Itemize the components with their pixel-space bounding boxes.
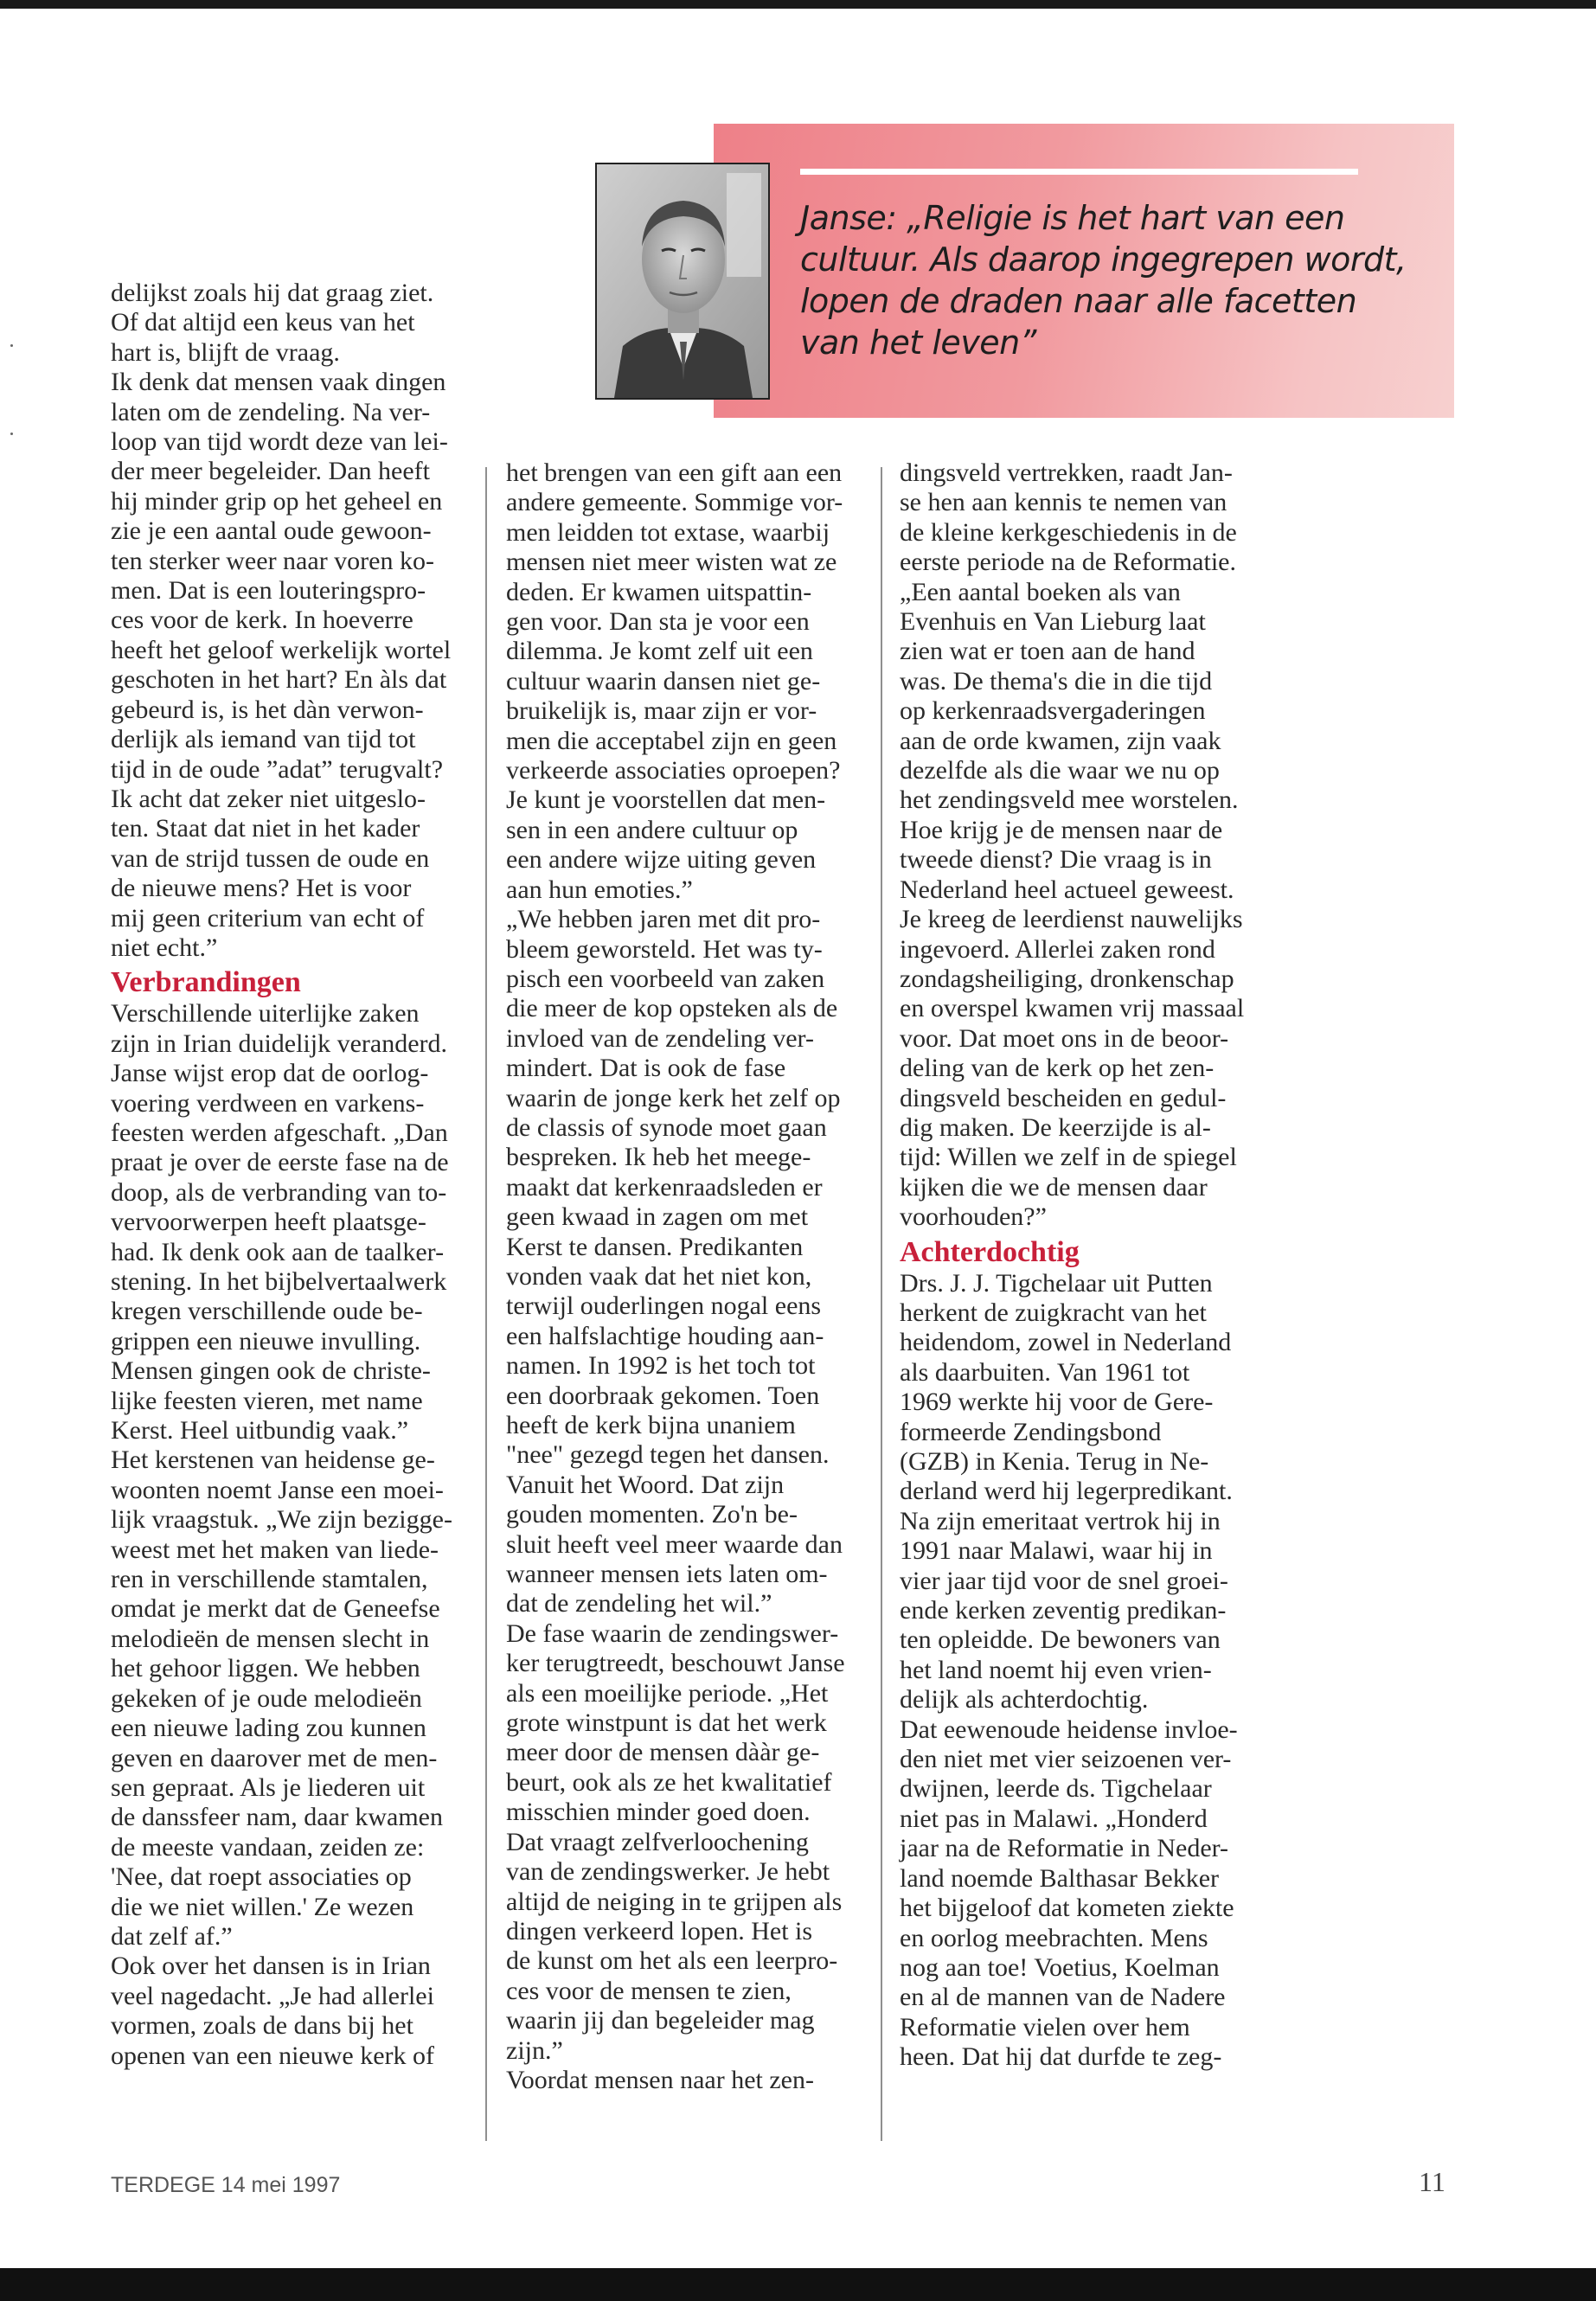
text-line: heeft de kerk bijna unaniem <box>506 1411 796 1439</box>
pull-quote-line: lopen de draden naar alle facetten <box>800 282 1357 320</box>
text-line: en overspel kwamen vrij massaal <box>900 994 1245 1023</box>
pull-quote-rule <box>800 169 1358 175</box>
text-line: Het kerstenen van heidense ge- <box>111 1445 435 1475</box>
text-line: geven en daarover met de men- <box>111 1743 438 1772</box>
text-line: meer door de mensen dààr ge- <box>506 1738 820 1767</box>
text-line: feesten werden afgeschaft. „Dan <box>111 1118 448 1147</box>
text-line: Verschillende uiterlijke zaken <box>111 999 420 1029</box>
text-line: Mensen gingen ook de christe- <box>111 1356 431 1386</box>
text-line: en al de mannen van de Nadere <box>900 1983 1226 2012</box>
text-line: heidendom, zowel in Nederland <box>900 1328 1232 1357</box>
text-line: van de strijd tussen de oude en <box>111 843 430 873</box>
text-line: „Een aantal boeken als van <box>900 577 1181 606</box>
text-line: gekeken of je oude melodieën <box>111 1683 422 1713</box>
text-line: Drs. J. J. Tigchelaar uit Putten <box>900 1268 1213 1298</box>
text-line: eerste periode na de Reformatie. <box>900 548 1236 577</box>
text-line: sen in een andere cultuur op <box>506 815 798 844</box>
text-line: geschoten in het hart? En àls dat <box>111 665 447 695</box>
text-line: delijkst zoals hij dat graag ziet. <box>111 279 434 307</box>
text-line: andere gemeente. Sommige vor- <box>506 488 843 517</box>
column-divider-1 <box>485 467 487 2141</box>
text-line: „We hebben jaren met dit pro- <box>506 905 821 934</box>
text-line: vervoorwerpen heeft plaatsge- <box>111 1208 426 1237</box>
text-line: van de zendingswerker. Je hebt <box>506 1857 830 1887</box>
text-line: sen gepraat. Als je liederen uit <box>111 1772 426 1802</box>
text-line: sluit heeft veel meer waarde dan <box>506 1529 843 1559</box>
text-line: Ik denk dat mensen vaak dingen <box>111 368 446 397</box>
heading-achterdochtig: Achterdochtig <box>900 1235 1080 1268</box>
text-line: lijk vraagstuk. „We zijn bezigge- <box>111 1505 452 1535</box>
text-line: dezelfde als die waar we nu op <box>900 756 1220 785</box>
text-line: Kerst te dansen. Predikanten <box>506 1232 804 1261</box>
text-line: verkeerde associaties oproepen? <box>506 756 841 785</box>
text-line: voor. Dat moet ons in de beoor- <box>900 1023 1229 1053</box>
text-line: Je kunt je voorstellen dat men- <box>506 785 826 815</box>
column-3 <box>900 458 1263 2073</box>
text-line: invloed van de zendeling ver- <box>506 1023 814 1053</box>
text-line: namen. In 1992 is het toch tot <box>506 1351 816 1381</box>
text-line: stening. In het bijbelvertaalwerk <box>111 1267 447 1296</box>
text-line: Voordat mensen naar het zen- <box>506 2065 814 2094</box>
footer-publication: TERDEGE 14 mei 1997 <box>111 2173 341 2197</box>
text-line: "nee" gezegd tegen het dansen. <box>506 1440 830 1470</box>
text-line: beurt, ook als ze het kwalitatief <box>506 1767 832 1797</box>
pull-quote-line: van het leven” <box>800 324 1036 362</box>
text-line: omdat je merkt dat de Geneefse <box>111 1594 440 1624</box>
text-line: hart is, blijft de vraag. <box>111 337 340 367</box>
text-line: der meer begeleider. Dan heeft <box>111 457 430 486</box>
text-line: voorhouden?” <box>900 1202 1047 1232</box>
text-line: die we niet willen.' Ze wezen <box>111 1892 414 1921</box>
text-line: bruikelijk is, maar zijn er vor- <box>506 696 817 726</box>
text-line: kijken die we de mensen daar <box>900 1172 1208 1202</box>
text-line: veel nagedacht. „Je had allerlei <box>111 1981 434 2010</box>
text-line: jaar na de Reformatie in Neder- <box>900 1834 1229 1863</box>
text-line: voering verdween en varkens- <box>111 1088 425 1118</box>
text-line: men leidden tot extase, waarbij <box>506 517 830 547</box>
text-line: niet pas in Malawi. „Honderd <box>900 1804 1208 1833</box>
text-line: De fase waarin de zendingswer- <box>506 1618 839 1648</box>
column-3-text-b <box>900 1269 1263 2073</box>
text-line: wanneer mensen iets laten om- <box>506 1560 828 1589</box>
text-line: aan hun emoties.” <box>506 875 693 904</box>
text-line: zie je een aantal oude gewoon- <box>111 516 432 546</box>
text-line: de danssfeer nam, daar kwamen <box>111 1803 443 1832</box>
text-line: gen voor. Dan sta je voor een <box>506 607 810 637</box>
text-line: ren in verschillende stamtalen, <box>111 1565 428 1594</box>
text-line: een andere wijze uiting geven <box>506 845 817 875</box>
text-line: 1991 naar Malawi, waar hij in <box>900 1536 1213 1566</box>
portrait-photo <box>595 163 770 400</box>
text-line: ces voor de mensen te zien, <box>506 1976 792 2005</box>
text-line: ende kerken zeventig predikan- <box>900 1596 1227 1625</box>
text-line: Na zijn emeritaat vertrok hij in <box>900 1506 1221 1535</box>
text-line: geen kwaad in zagen om met <box>506 1202 809 1232</box>
text-line: mij geen criterium van echt of <box>111 903 425 933</box>
text-line: gouden momenten. Zo'n be- <box>506 1500 798 1529</box>
text-line: men. Dat is een louteringspro- <box>111 576 426 606</box>
column-1 <box>111 279 474 2071</box>
bottom-border <box>0 2268 1596 2301</box>
text-line: 'Nee, dat roept associaties op <box>111 1862 412 1892</box>
text-line: Hoe krijg je de mensen naar de <box>900 815 1223 844</box>
text-line: zijn.” <box>506 2035 563 2065</box>
text-line: Dat vraagt zelfverloochening <box>506 1827 809 1856</box>
text-line: dat zelf af.” <box>111 1921 233 1951</box>
text-line: waarin jij dan begeleider mag <box>506 2006 815 2035</box>
text-line: dat de zendeling het wil.” <box>506 1589 772 1618</box>
text-line: men die acceptabel zijn en geen <box>506 726 837 755</box>
text-line: misschien minder goed doen. <box>506 1798 811 1827</box>
text-line: delijk als achterdochtig. <box>900 1685 1149 1715</box>
text-line: Vanuit het Woord. Dat zijn <box>506 1470 785 1499</box>
text-line: lijke feesten vieren, met name <box>111 1386 423 1415</box>
text-line: cultuur waarin dansen niet ge- <box>506 666 821 695</box>
text-line: was. De thema's die in die tijd <box>900 666 1213 695</box>
column-1-text-a <box>111 279 474 963</box>
text-line: ingevoerd. Allerlei zaken rond <box>900 934 1215 964</box>
text-line: kregen verschillende oude be- <box>111 1297 423 1326</box>
text-line: praat je over de eerste fase na de <box>111 1148 449 1177</box>
text-line: dingen verkeerd lopen. Het is <box>506 1916 813 1945</box>
text-line: Ik acht dat zeker niet uitgeslo- <box>111 784 426 813</box>
text-line: derlijk als iemand van tijd tot <box>111 725 416 754</box>
text-line: grote winstpunt is dat het werk <box>506 1708 827 1738</box>
text-line: formeerde Zendingsbond <box>900 1417 1162 1446</box>
text-line: altijd de neiging in te grijpen als <box>506 1887 843 1916</box>
text-line: zondagsheiliging, dronkenschap <box>900 964 1234 993</box>
pull-quote-line: Janse: „Religie is het hart van een <box>800 199 1345 237</box>
text-line: die meer de kop opsteken als de <box>506 994 838 1023</box>
column-divider-2 <box>881 467 882 2141</box>
text-line: Ook over het dansen is in Irian <box>111 1952 431 1981</box>
text-line: ces voor de kerk. In hoeverre <box>111 606 413 635</box>
text-line: tijd: Willen we zelf in de spiegel <box>900 1143 1237 1172</box>
text-line: Je kreeg de leerdienst nauwelijks <box>900 905 1243 934</box>
text-line: mindert. Dat is ook de fase <box>506 1054 786 1083</box>
text-line: en oorlog meebrachten. Mens <box>900 1923 1208 1952</box>
text-line: het bijgeloof dat kometen ziekte <box>900 1894 1234 1923</box>
text-line: de classis of synode moet gaan <box>506 1112 827 1142</box>
text-line: woonten noemt Janse een moei- <box>111 1475 444 1504</box>
text-line: den niet met vier seizoenen ver- <box>900 1745 1232 1774</box>
text-line: als een moeilijke periode. „Het <box>506 1678 829 1708</box>
text-line: bespreken. Ik heb het meege- <box>506 1143 811 1172</box>
text-line: de kunst om het als een leerpro- <box>506 1946 838 1976</box>
text-line: niet echt.” <box>111 933 218 962</box>
page-number: 11 <box>1419 2166 1445 2197</box>
text-line: melodieën de mensen slecht in <box>111 1624 430 1653</box>
column-1-text-b <box>111 999 474 2071</box>
column-3-text-a <box>900 458 1263 1233</box>
text-line: deden. Er kwamen uitspattin- <box>506 577 812 606</box>
text-line: Kerst. Heel uitbundig vaak.” <box>111 1416 409 1445</box>
text-line: terwijl ouderlingen nogal eens <box>506 1292 822 1321</box>
text-line: een doorbraak gekomen. Toen <box>506 1381 820 1410</box>
text-line: gebeurd is, is het dàn verwon- <box>111 695 424 724</box>
text-line: ten. Staat dat niet in het kader <box>111 814 420 843</box>
text-line: Dat eewenoude heidense invloe- <box>900 1715 1238 1744</box>
text-line: zien wat er toen aan de hand <box>900 637 1195 666</box>
text-line: waarin de jonge kerk het zelf op <box>506 1083 841 1112</box>
text-line: Evenhuis en Van Lieburg laat <box>900 607 1206 637</box>
text-line: ten sterker weer naar voren ko- <box>111 546 434 575</box>
text-line: laten om de zendeling. Na ver- <box>111 397 431 426</box>
text-line: het zendingsveld mee worstelen. <box>900 785 1239 815</box>
text-line: derland werd hij legerpredikant. <box>900 1477 1233 1506</box>
text-line: se hen aan kennis te nemen van <box>900 488 1227 517</box>
text-line: hij minder grip op het geheel en <box>111 486 443 516</box>
text-line: dingsveld vertrekken, raadt Jan- <box>900 458 1233 487</box>
column-2-text <box>506 458 869 2095</box>
top-border <box>0 0 1596 9</box>
text-line: dilemma. Je komt zelf uit een <box>506 637 813 666</box>
text-line: Janse wijst erop dat de oorlog- <box>111 1059 429 1088</box>
text-line: Nederland heel actueel geweest. <box>900 875 1234 904</box>
text-line: dingsveld bescheiden en gedul- <box>900 1083 1227 1112</box>
text-line: vormen, zoals de dans bij het <box>111 2011 413 2041</box>
text-line: de meeste vandaan, zeiden ze: <box>111 1832 425 1862</box>
text-line: vonden vaak dat het niet kon, <box>506 1261 812 1291</box>
text-line: maakt dat kerkenraadsleden er <box>506 1172 823 1202</box>
text-line: dig maken. De keerzijde is al- <box>900 1112 1211 1142</box>
text-line: land noemde Balthasar Bekker <box>900 1863 1220 1893</box>
text-line: heeft het geloof werkelijk wortel <box>111 635 452 664</box>
pull-quote-line: cultuur. Als daarop ingegrepen wordt, <box>800 240 1407 279</box>
text-line: Reformatie vielen over hem <box>900 2012 1190 2041</box>
text-line: tijd in de oude ”adat” terugvalt? <box>111 754 444 784</box>
text-line: een halfslachtige houding aan- <box>506 1321 824 1350</box>
scan-speck <box>10 433 13 435</box>
text-line: doop, als de verbranding van to- <box>111 1177 447 1207</box>
text-line: deling van de kerk op het zen- <box>900 1054 1215 1083</box>
text-line: de nieuwe mens? Het is voor <box>111 874 412 903</box>
text-line: vier jaar tijd voor de snel groei- <box>900 1566 1228 1595</box>
text-line: dwijnen, leerde ds. Tigchelaar <box>900 1774 1212 1804</box>
text-line: mensen niet meer wisten wat ze <box>506 548 837 577</box>
text-line: 1969 werkte hij voor de Gere- <box>900 1388 1214 1417</box>
text-line: ker terugtreedt, beschouwt Janse <box>506 1649 845 1678</box>
text-line: aan de orde kwamen, zijn vaak <box>900 726 1221 755</box>
text-line: op kerkenraadsvergaderingen <box>900 696 1206 726</box>
text-line: de kleine kerkgeschiedenis in de <box>900 517 1237 547</box>
heading-verbrandingen: Verbrandingen <box>111 966 301 999</box>
scan-speck <box>10 344 13 347</box>
text-line: ten opleidde. De bewoners van <box>900 1625 1221 1655</box>
text-line: het gehoor liggen. We hebben <box>111 1654 420 1683</box>
text-line: nog aan toe! Voetius, Koelman <box>900 1952 1220 1982</box>
text-line: heen. Dat hij dat durfde te zeg- <box>900 2042 1222 2072</box>
text-line: een nieuwe lading zou kunnen <box>111 1714 426 1743</box>
column-2 <box>506 458 869 2095</box>
text-line: openen van een nieuwe kerk of <box>111 2041 435 2070</box>
text-line: herkent de zuigkracht van het <box>900 1298 1207 1327</box>
text-line: had. Ik denk ook aan de taalker- <box>111 1237 445 1266</box>
portrait-man-image <box>597 164 768 398</box>
text-line: loop van tijd wordt deze van lei- <box>111 427 448 457</box>
text-line: pisch een voorbeeld van zaken <box>506 964 825 993</box>
text-line: het land noemt hij even vrien- <box>900 1655 1212 1684</box>
text-line: (GZB) in Kenia. Terug in Ne- <box>900 1447 1209 1476</box>
text-line: Of dat altijd een keus van het <box>111 308 415 337</box>
text-line: grippen een nieuwe invulling. <box>111 1326 421 1356</box>
text-line: zijn in Irian duidelijk veranderd. <box>111 1029 448 1058</box>
text-line: als daarbuiten. Van 1961 tot <box>900 1357 1190 1387</box>
text-line: bleem geworsteld. Het was ty- <box>506 934 823 964</box>
text-line: het brengen van een gift aan een <box>506 458 843 487</box>
text-line: weest met het maken van liede- <box>111 1535 439 1564</box>
pull-quote-text <box>800 197 1423 363</box>
text-line: tweede dienst? Die vraag is in <box>900 845 1212 875</box>
